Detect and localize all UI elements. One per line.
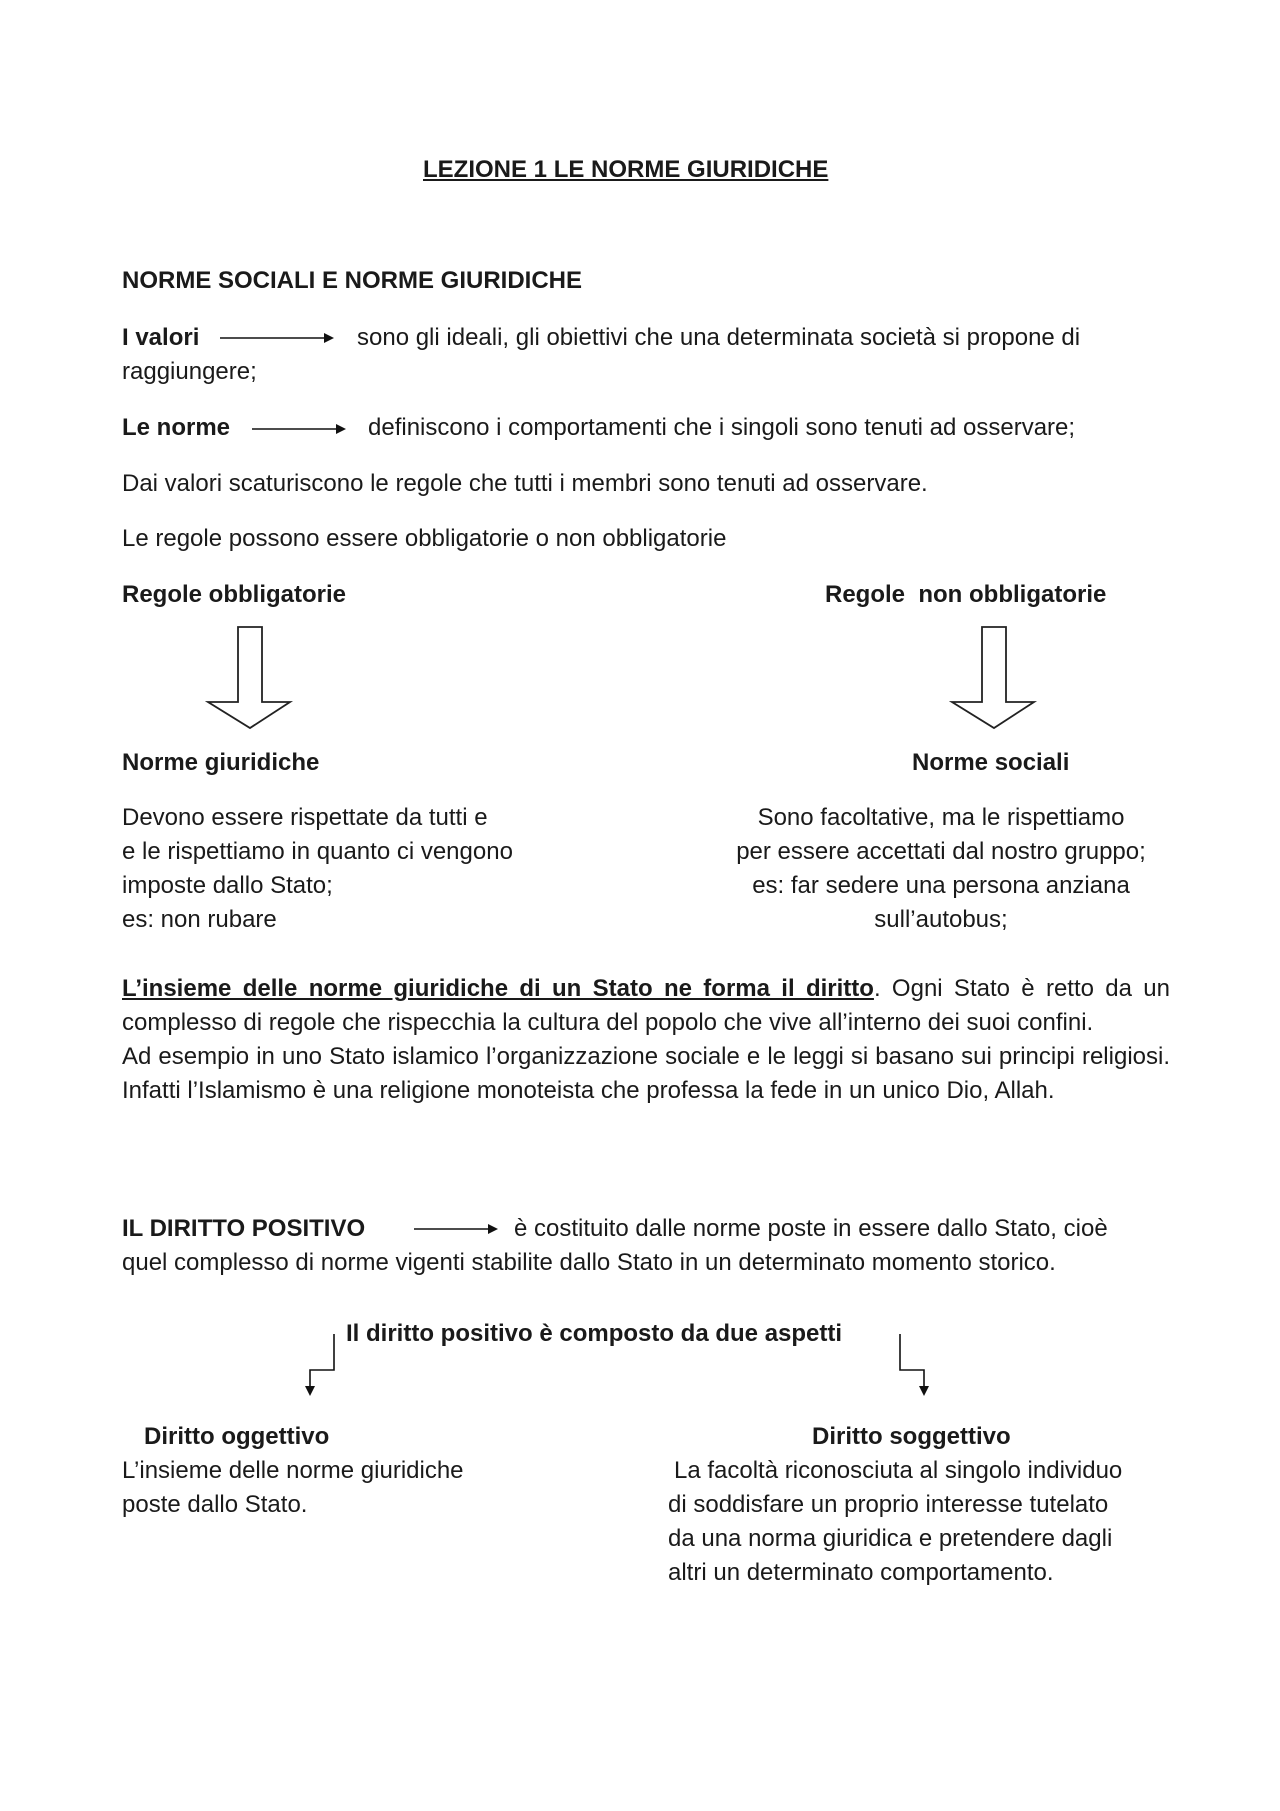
norme-giuridiche-description (122, 801, 513, 937)
description-line: poste dallo Stato. (122, 1491, 308, 1518)
valori-label: I valori (122, 324, 200, 351)
arrow-right-icon (252, 419, 347, 439)
diritto-positivo-label: IL DIRITTO POSITIVO (122, 1215, 366, 1242)
diritto-positivo-continuation: quel complesso di norme vigenti stabilite dallo Stato in un determinato momento storico. (122, 1249, 1056, 1276)
description-line: di soddisfare un proprio interesse tutelato (668, 1491, 1109, 1518)
description-line: L’insieme delle norme giuridiche (122, 1457, 464, 1484)
description-line: imposte dallo Stato; (122, 872, 333, 899)
norme-sociali-heading: Norme sociali (912, 749, 1070, 776)
description-line: da una norma giuridica e pretendere dagli (668, 1525, 1113, 1552)
regole-non-obbligatorie-heading: Regole non obbligatorie (825, 581, 1107, 608)
diritto-soggettivo-description (668, 1454, 1122, 1590)
norme-label: Le norme (122, 414, 231, 441)
diritto-soggettivo-heading: Diritto soggettivo (812, 1423, 1011, 1450)
diritto-oggettivo-description (122, 1454, 464, 1522)
elbow-arrow-left-icon (300, 1330, 340, 1400)
hollow-down-arrow-icon (950, 626, 1036, 730)
regole-line: Le regole possono essere obbligatorie o non obbligatorie (122, 525, 727, 552)
diritto-paragraph (122, 972, 1170, 1108)
norme-text: definiscono i comportamenti che i singoli sono tenuti ad osservare; (368, 414, 1076, 441)
valori-continuation: raggiungere; (122, 358, 257, 385)
diritto-positivo-text: è costituito dalle norme poste in essere dallo Stato, cioè (514, 1215, 1108, 1242)
diritto-second: Ad esempio in uno Stato islamico l’organizzazione sociale e le leggi si basano sui principi religiosi. Infatti l’Islamismo è una religione monoteista che professa la fede in un unico Dio, Allah. (122, 1043, 1170, 1104)
description-line: per essere accettati dal nostro gruppo; (736, 838, 1146, 865)
diritto-highlight: L’insieme delle norme giuridiche di un Stato ne forma il diritto (122, 975, 874, 1002)
page-title: LEZIONE 1 LE NORME GIURIDICHE (423, 156, 829, 183)
arrow-right-icon (220, 328, 335, 348)
description-line: Sono facoltative, ma le rispettiamo (757, 804, 1125, 831)
hollow-down-arrow-icon (206, 626, 292, 730)
arrow-right-icon (414, 1219, 499, 1239)
diritto-rest: . Ogni Stato è retto da un complesso di regole che rispecchia la cultura del popolo che vive all’interno dei suoi confini. (122, 975, 1171, 1036)
regole-obbligatorie-heading: Regole obbligatorie (122, 581, 347, 608)
description-line: es: far sedere una persona anziana (752, 872, 1130, 899)
description-line: altri un determinato comportamento. (668, 1559, 1054, 1586)
description-line: La facoltà riconosciuta al singolo individuo (674, 1457, 1123, 1484)
diritto-oggettivo-heading: Diritto oggettivo (144, 1423, 330, 1450)
description-line: Devono essere rispettate da tutti e (122, 804, 488, 831)
aspetti-heading: Il diritto positivo è composto da due aspetti (346, 1320, 843, 1347)
elbow-arrow-right-icon (894, 1330, 934, 1400)
section-heading: NORME SOCIALI E NORME GIURIDICHE (122, 267, 583, 294)
description-line: sull’autobus; (874, 906, 1008, 933)
description-line: e le rispettiamo in quanto ci vengono (122, 838, 513, 865)
norme-sociali-description (716, 801, 1166, 937)
norme-giuridiche-heading: Norme giuridiche (122, 749, 320, 776)
valori-text: sono gli ideali, gli obiettivi che una determinata società si propone di (357, 324, 1081, 351)
dai-valori-line: Dai valori scaturiscono le regole che tutti i membri sono tenuti ad osservare. (122, 470, 928, 497)
description-line: es: non rubare (122, 906, 277, 933)
